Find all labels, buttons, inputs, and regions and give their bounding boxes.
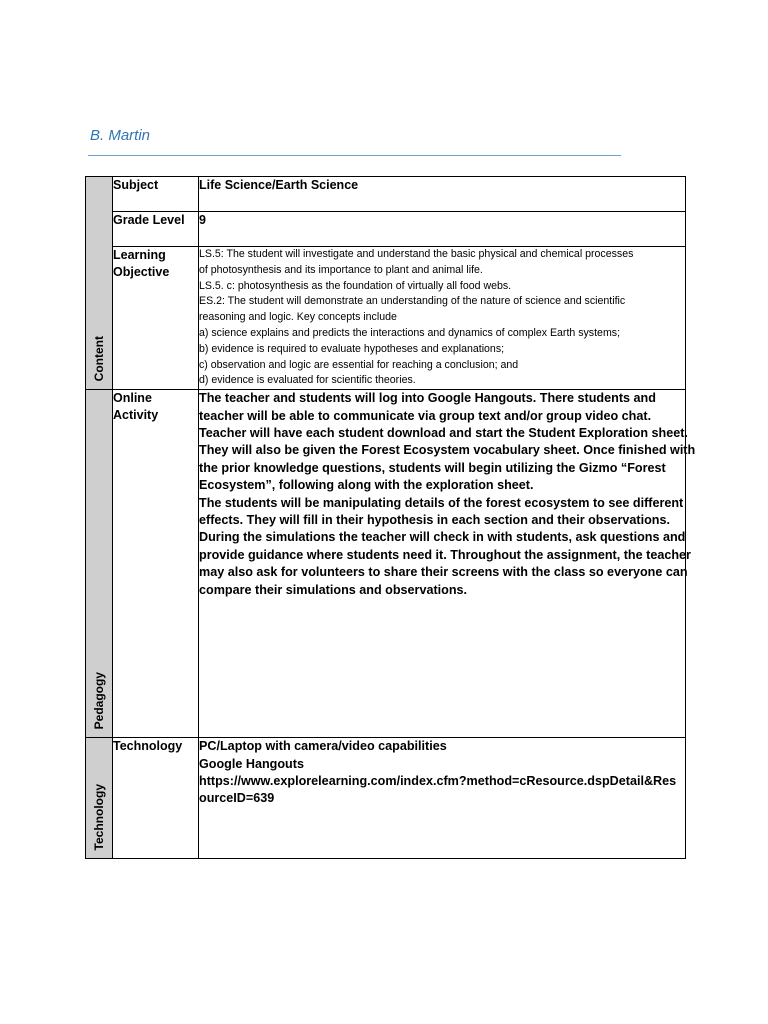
- activity-label-line1: Online: [113, 391, 152, 406]
- objective-row: [86, 247, 686, 390]
- section-content: [86, 177, 113, 390]
- grade-label: Grade Level: [113, 212, 199, 247]
- technology-line: Google Hangouts: [199, 756, 304, 771]
- subject-label: Subject: [113, 177, 199, 212]
- section-content-label: Content: [92, 335, 106, 382]
- activity-label: [113, 390, 199, 738]
- section-technology: [86, 738, 113, 859]
- section-pedagogy: [86, 390, 113, 738]
- author-name: B. Martin: [90, 127, 151, 144]
- activity-line: compare their simulations and observations.: [199, 582, 468, 597]
- section-technology-label: Technology: [92, 783, 106, 851]
- activity-line: teacher will be able to communicate via group text and/or group video chat.: [199, 408, 652, 423]
- grade-value: 9: [199, 212, 686, 247]
- technology-url-line: https://www.explorelearning.com/index.cfm?method=cResource.dspDetail&Res: [199, 773, 677, 788]
- technology-line: PC/Laptop with camera/video capabilities: [199, 739, 447, 754]
- technology-row: [86, 738, 686, 859]
- header-rule: [88, 155, 621, 156]
- objective-label: [113, 247, 199, 390]
- activity-line: During the simulations the teacher will check in with students, ask questions and: [199, 530, 686, 545]
- objective-line: LS.5. c: photosynthesis as the foundation of virtually all food webs.: [199, 279, 512, 292]
- activity-value: [199, 390, 696, 738]
- section-pedagogy-label: Pedagogy: [92, 671, 106, 730]
- activity-line: Ecosystem”, following along with the exploration sheet.: [199, 478, 534, 493]
- activity-line: the prior knowledge questions, students will begin utilizing the Gizmo “Forest: [199, 460, 666, 475]
- subject-value: Life Science/Earth Science: [199, 177, 686, 212]
- activity-row: [86, 390, 686, 738]
- objective-label-line2: Objective: [113, 265, 170, 279]
- technology-url-line: ourceID=639: [199, 791, 275, 806]
- objective-line: reasoning and logic. Key concepts include: [199, 311, 397, 324]
- objective-line: b) evidence is required to evaluate hypotheses and explanations;: [199, 342, 505, 355]
- objective-value: [199, 247, 686, 390]
- objective-line: LS.5: The student will investigate and understand the basic physical and chemical processes: [199, 248, 634, 260]
- activity-line: effects. They will fill in their hypothesis in each section and their observations.: [199, 513, 670, 528]
- activity-line: The students will be manipulating details of the forest ecosystem to see different: [199, 495, 684, 510]
- technology-value: [199, 738, 686, 859]
- activity-line: provide guidance where students need it. Throughout the assignment, the teacher: [199, 547, 691, 562]
- subject-row: [86, 177, 686, 212]
- activity-line: The teacher and students will log into Google Hangouts. There students and: [199, 391, 656, 406]
- objective-line: d) evidence is evaluated for scientific theories.: [199, 374, 416, 387]
- objective-line: a) science explains and predicts the interactions and dynamics of complex Earth systems;: [199, 326, 621, 339]
- activity-line: They will also be given the Forest Ecosystem vocabulary sheet. Once finished with: [199, 443, 696, 458]
- objective-line: ES.2: The student will demonstrate an understanding of the nature of science and scientific: [199, 295, 626, 308]
- objective-line: c) observation and logic are essential for reaching a conclusion; and: [199, 358, 519, 371]
- grade-row: [86, 212, 686, 247]
- technology-label: Technology: [113, 738, 199, 859]
- objective-label-line1: Learning: [113, 248, 166, 262]
- objective-line: of photosynthesis and its importance to plant and animal life.: [199, 263, 483, 276]
- lesson-plan-table: [85, 176, 696, 859]
- activity-label-line2: Activity: [113, 408, 159, 423]
- activity-line: may also ask for volunteers to share their screens with the class so everyone can: [199, 565, 688, 580]
- activity-line: Teacher will have each student download and start the Student Exploration sheet.: [199, 425, 688, 440]
